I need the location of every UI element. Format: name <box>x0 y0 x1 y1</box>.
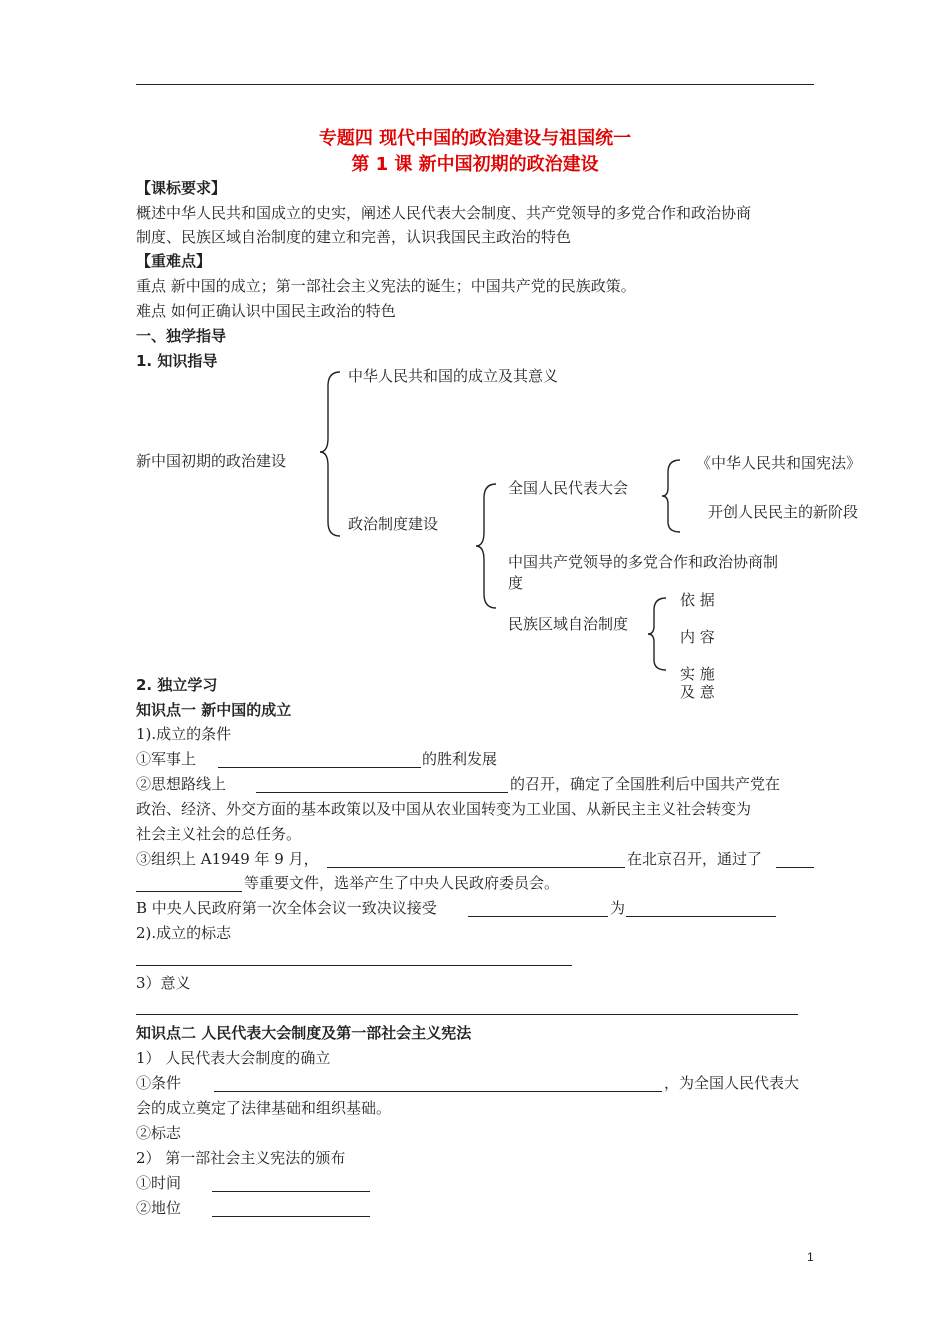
diagram-ethnic-significance: 及 意 <box>680 683 715 701</box>
status-label: ②地位 <box>136 1199 182 1217</box>
diagram-ethnic-content: 内 容 <box>680 628 715 646</box>
government-blank-2[interactable] <box>626 916 776 917</box>
military-label: ①军事上 <box>136 750 197 768</box>
diagram-constitution: 《中华人民共和国宪法》 <box>696 454 862 472</box>
diagram-npc: 全国人民代表大会 <box>508 479 629 497</box>
ideology-suffix: 的召开，确定了全国胜利后中国共产党在 <box>510 775 781 793</box>
page-number: 1 <box>807 1250 814 1264</box>
section-heading-guidance: 一、独学指导 <box>136 327 227 345</box>
military-blank[interactable] <box>218 767 421 768</box>
standards-heading: 【课标要求】 <box>136 179 227 197</box>
diagram-ethnic: 民族区域自治制度 <box>508 615 629 633</box>
topic-title: 专题四 现代中国的政治建设与祖国统一 <box>318 128 632 149</box>
condition-line-2: 会的成立奠定了法律基础和组织基础。 <box>136 1099 392 1117</box>
condition-label: ①条件 <box>136 1074 182 1092</box>
founding-sign-blank[interactable] <box>136 965 572 966</box>
diagram-multiparty: 中国共产党领导的多党合作和政治协商制 <box>508 553 779 571</box>
time-label: ①时间 <box>136 1174 182 1192</box>
bracket-npc <box>662 460 680 532</box>
ideology-label: ②思想路线上 <box>136 775 227 793</box>
military-suffix: 的胜利发展 <box>422 750 498 768</box>
diagram-branch-system: 政治制度建设 <box>348 515 439 533</box>
diagram-ethnic-basis: 依 据 <box>680 591 715 609</box>
ideology-line-2: 政治、经济、外交方面的基本政策以及中国从农业国转变为工业国、从新民主主义社会转变为 <box>136 800 752 818</box>
government-label: B 中央人民政府第一次全体会议一致决议接受 <box>136 899 437 917</box>
organization-line-2: 等重要文件，选举产生了中央人民政府委员会。 <box>244 874 560 892</box>
diagram-multiparty-cont: 度 <box>508 574 524 592</box>
hard-points: 难点 如何正确认识中国民主政治的特色 <box>136 302 396 320</box>
ideology-blank[interactable] <box>256 792 508 793</box>
diagram-new-stage: 开创人民民主的新阶段 <box>708 503 859 521</box>
bracket-system <box>476 484 496 608</box>
diagram-root: 新中国初期的政治建设 <box>136 452 287 470</box>
constitution-heading: 2） 第一部社会主义宪法的颁布 <box>136 1149 346 1167</box>
ideology-line-3: 社会主义社会的总任务。 <box>136 825 302 843</box>
bracket-ethnic <box>648 598 666 670</box>
organization-blank-3[interactable] <box>136 891 242 892</box>
subheading-independent-study: 2. 独立学习 <box>136 676 218 694</box>
standards-line-1: 概述中华人民共和国成立的史实，阐述人民代表大会制度、共产党领导的多党合作和政治协商 <box>136 204 752 222</box>
bracket-main <box>320 372 340 536</box>
standards-line-2: 制度、民族区域自治制度的建立和完善，认识我国民主政治的特色 <box>136 228 572 246</box>
government-blank-1[interactable] <box>468 916 608 917</box>
conditions-heading: 1).成立的条件 <box>136 725 232 743</box>
significance-heading: 3）意义 <box>136 974 191 992</box>
status-blank[interactable] <box>212 1216 370 1217</box>
organization-label: ③组织上 A1949 年 9 月， <box>136 850 319 868</box>
organization-mid: 在北京召开，通过了 <box>627 850 763 868</box>
subheading-knowledge-guide: 1. 知识指导 <box>136 352 218 370</box>
condition-blank[interactable] <box>214 1091 662 1092</box>
organization-blank-1[interactable] <box>327 867 625 868</box>
knowledge-point-1: 知识点一 新中国的成立 <box>136 701 292 719</box>
organization-blank-2[interactable] <box>776 867 814 868</box>
sign-label: ②标志 <box>136 1124 182 1142</box>
key-points: 重点 新中国的成立；第一部社会主义宪法的诞生；中国共产党的民族政策。 <box>136 277 636 295</box>
difficulty-heading: 【重难点】 <box>136 252 212 270</box>
government-mid: 为 <box>610 899 626 917</box>
significance-blank[interactable] <box>136 1014 798 1015</box>
knowledge-point-2: 知识点二 人民代表大会制度及第一部社会主义宪法 <box>136 1024 472 1042</box>
diagram-branch-founding: 中华人民共和国的成立及其意义 <box>348 367 559 385</box>
founding-sign-heading: 2).成立的标志 <box>136 924 232 942</box>
lesson-title: 第 1 课 新中国初期的政治建设 <box>351 154 599 175</box>
condition-suffix: ，为全国人民代表大 <box>664 1074 800 1092</box>
time-blank[interactable] <box>212 1191 370 1192</box>
npc-establishment-heading: 1） 人民代表大会制度的确立 <box>136 1049 331 1067</box>
diagram-ethnic-implement: 实 施 <box>680 665 715 683</box>
